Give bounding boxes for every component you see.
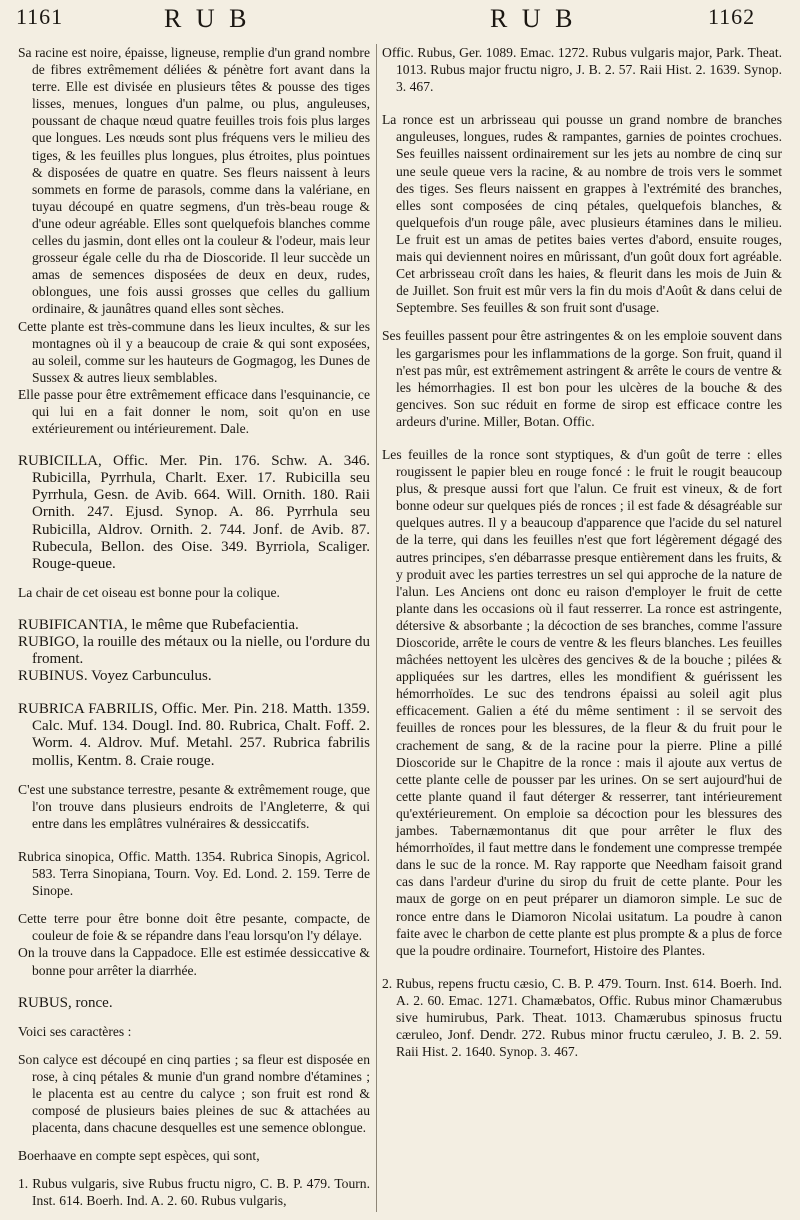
page-number-right: 1162 xyxy=(708,4,756,29)
paragraph: On la trouve dans la Cappadoce. Elle est estimée dessiccative & bonne pour arrêter la diarrhée. xyxy=(18,945,370,978)
list-item: 1. Rubus vulgaris, sive Rubus fructu nigro, C. B. P. 479. Tourn. Inst. 614. Boerh. Ind. A. 2. 60. Rubus vulgaris, xyxy=(18,1176,370,1209)
paragraph: Les feuilles de la ronce sont styptiques, & d'un goût de terre : elles rougissent le papier bleu en rouge foncé : le fruit le rougit beaucoup plus, & presque aussi fort que l'alun. Ce fruit est vineux, & de fort bonne odeur sur quelques piés de ronces ; il est fade & désagréable sur quelques autres. Il y a beaucoup d'apparence que l'acide du sel naturel de la terre, qui dans les feuilles n'est que fort légèrement dégagé des autres principes, s'en débarrasse presque entièrement dans les fruits, & y produit avec les parties terrestres un sel qui approche de la nature de l'alun. Les Anciens ont donc eu raison d'employer le fruit de cette plante dans les occasions où il faut resserrer. La ronce est astringente, détersive & absorbante ; la décoction de ses branches, comme l'assure Dioscoride, arrête le cours de ventre & les fleurs blanches. Les feuilles mâchées nettoyent les ulcères des gencives & de la bouche ; pilées & appliquées sur les dartres, elles les mondifient & guérissent les hémorrhoïdes. Le suc des tendrons épaissi au soleil agit plus efficacement. Galien a été du même sentiment : il se servoit des feuilles de ronces pour les blessures, de la fleur & du fruit pour le crachement de sang, & de la racine pour la pierre. Pline a pillé Dioscoride sur le Chapitre de la ronce : mais il ajoute aux vertus de cette plante celle de pousser par les urines. On se sert aujourd'hui de cette plante quand il faut déterger & resserrer, tant intérieurement qu'extérieurement. On emploie sa décoction pour les blessures des jambes. Tabernæmontanus dit que pour arrêter le flux des hémorrhoïdes, il faut mettre dans le fondement une compresse trempée dans le suc de la ronce. M. Ray rapporte que Needham faisoit grand cas dans l'ardeur d'urine du sirop du fruit de cette plante. Pour les maux de gorge on en peut préparer un diamoron simple. Le suc de ronce entre dans le Diamoron Nicolai usitatum. La poudre à canon faite avec le charbon de cette plante est plus prompte & a plus de force que la poudre ordinaire. Tournefort, Histoire des Plantes. xyxy=(382,446,782,958)
entry-heading: RUBRICA FABRILIS, Offic. Mer. Pin. 218. Matth. 1359. Calc. Muf. 134. Dougl. Ind. 80. Rubrica, Chalt. Foff. 2. Worm. 4. Aldrov. Muf. Metahl. 257. Rubrica fabrilis mollis, Kentm. 8. Craie rouge. xyxy=(18,701,370,769)
list-item: 2. Rubus, repens fructu cæsio, C. B. P. 479. Tourn. Inst. 614. Boerh. Ind. A. 2. 60. Emac. 1271. Chamæbatos, Offic. Rubus minor Chamærubus sive humirubus, Park. Theat. 1013. Chamærubus spinosus fructu cæruleo, Jonf. Dendr. 272. Rubus minor fructu cæruleo, J. B. 2. 59. Raii Hist. 2. 1640. Synop. 3. 467. xyxy=(382,975,782,1060)
paragraph: Son calyce est découpé en cinq parties ; sa fleur est disposée en rose, à cinq pétales & munie d'un grand nombre d'étamines ; le placenta est au centre du calyce ; son fruit est rond & composé de plusieurs baies pleines de suc & attachées au placenta, dans chacune desquelles est une semence oblongue. xyxy=(18,1051,370,1136)
page-number-left: 1161 xyxy=(16,4,64,29)
right-column xyxy=(382,44,782,1060)
paragraph: Offic. Rubus, Ger. 1089. Emac. 1272. Rubus vulgaris major, Park. Theat. 1013. Rubus major fructu nigro, J. B. 2. 57. Raii Hist. 2. 1639. Synop. 3. 467. xyxy=(382,45,782,95)
paragraph: Voici ses caractères : xyxy=(18,1023,132,1039)
entry-heading: RUBUS, ronce. xyxy=(18,994,113,1011)
left-column xyxy=(18,44,370,1210)
running-title-left: R U B xyxy=(164,4,251,33)
column-divider xyxy=(376,44,377,1212)
page-header xyxy=(0,0,800,40)
running-title-right: R U B xyxy=(490,4,577,33)
paragraph: Boerhaave en compte sept espèces, qui sont, xyxy=(18,1148,260,1164)
paragraph: La chair de cet oiseau est bonne pour la colique. xyxy=(18,584,280,600)
paragraph: Elle passe pour être extrêmement efficace dans l'esquinancie, ce qui lui en a fait donner le nom, soit qu'on en use extérieurement ou intérieurement. Dale. xyxy=(18,386,370,437)
paragraph: Cette plante est très-commune dans les lieux incultes, & sur les montagnes où il y a beaucoup de craie & qui sont exposées, au soleil, comme sur les hauteurs de Gogmagog, les Dunes de Sussex & autres lieux semblables. xyxy=(18,318,370,385)
paragraph: Cette terre pour être bonne doit être pesante, compacte, de couleur de foie & se répandre dans l'eau lorsqu'on l'y délaye. xyxy=(18,911,370,944)
entry-heading: Rubrica sinopica, Offic. Matth. 1354. Rubrica Sinopis, Agricol. 583. Terra Sinopiana, Tourn. Voy. Ed. Lond. 2. 159. Terre de Sinope. xyxy=(18,848,370,899)
entry-heading: RUBINUS. Voyez Carbunculus. xyxy=(18,668,212,685)
entry-heading: RUBIFICANTIA, le même que Rubefacientia. xyxy=(18,616,299,633)
entry-heading: RUBIGO, la rouille des métaux ou la nielle, ou l'ordure du froment. xyxy=(18,634,370,668)
entry-heading: RUBICILLA, Offic. Mer. Pin. 176. Schw. A. 346. Rubicilla, Pyrrhula, Charlt. Exer. 17. Rubicilla seu Pyrrhula, Gesn. de Avib. 664. Will. Ornith. 180. Raii Ornith. 247. Ejusd. Synop. A. 86. Pyrrhula seu Rubicilla, Aldrov. Ornith. 2. 744. Jonf. de Avib. 87. Rubecula, Bellon. des Oise. 349. Byrriola, Scaliger. Rouge-queue. xyxy=(18,453,370,572)
paragraph: Ses feuilles passent pour être astringentes & on les emploie souvent dans les gargarismes pour les inflammations de la gorge. Son fruit, quand il n'est pas mûr, est extrêmement astringent & arrête le cours de ventre & les hémorrhagies. Il est bon pour les ulcères de la bouche & des gencives. Son suc réduit en forme de sirop est efficace contre les ardeurs d'urine. Miller, Botan. Offic. xyxy=(382,328,782,429)
paragraph: Sa racine est noire, épaisse, ligneuse, remplie d'un grand nombre de fibres extrêmement déliées & pénètre fort avant dans la terre. Elle est divisée en plusieurs têtes & pousse des tiges lisses, menues, longues d'un palme, ou plus, anguleuses, poussant de chaque nœud quatre feuilles trois fois plus larges que longues. Les nœuds sont plus fréquens vers le milieu des tiges, & les feuilles plus longues, plus étroites, plus pointues & disposées de quatre en quatre. Ses fleurs naissent à leurs sommets en forme de parasols, comme dans la valériane, en tuyau découpé en quatre segmens, d'un très-beau rouge & d'une odeur agréable. Elles sont quelquefois blanches comme celles du jasmin, dont elles ont la couleur & l'odeur, mais leur grosseur égale celle du rha de Dioscoride. Il leur succède un amas de semences disposées de deux en deux, rudes, oblongues, une fois aussi grosses que celles du gallium ordinaire, & jaunâtres quand elles sont sèches. xyxy=(18,45,370,317)
paragraph: C'est une substance terrestre, pesante & extrêmement rouge, que l'on trouve dans plusieurs endroits de l'Angleterre, & qui entre dans les emplâtres vulnéraires & dessiccatifs. xyxy=(18,781,370,831)
paragraph: La ronce est un arbrisseau qui pousse un grand nombre de branches anguleuses, longues, rudes & rampantes, garnies de pointes crochues. Ses feuilles naissent ordinairement sur les jets au nombre de cinq sur une seule queue vers la racine, & au nombre de trois vers le sommet des tiges. Ses fleurs naissent en grappes à l'extrémité des branches, elles sont composées de cinq pétales, quelquefois blanches, & quelquefois d'un rouge pâle, avec plusieurs étamines dans le milieu. Le fruit est un amas de petites baies vertes d'abord, ensuite rouges, mais qui deviennent noires en mûrissant, d'un goût doux fort agréable. Cet arbrisseau croît dans les haies, & fleurit dans les mois de Juin & de Juillet. Son fruit est mûr vers la fin du mois d'Août & dans celui de Septembre. Ses feuilles & son fruit sont d'usage. xyxy=(382,112,782,316)
